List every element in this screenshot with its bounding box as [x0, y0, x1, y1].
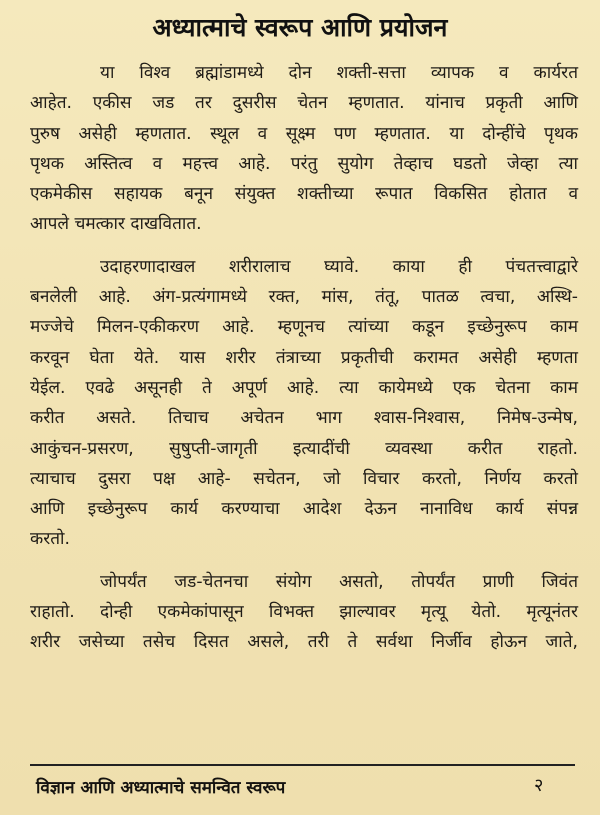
text-line: या विश्व ब्रह्मांडामध्ये दोन शक्ती-सत्ता व्यापक व कार्यरत — [100, 63, 578, 83]
footer-book-title: विज्ञान आणि अध्यात्माचे समन्वित स्वरूप — [36, 778, 286, 798]
text-line: शरीर जसेच्या तसेच दिसत असले, तरी ते सर्वथा निर्जीव होऊन जाते, — [30, 632, 578, 653]
text-line: आहेत. एकीस जड तर दुसरीस चेतन म्हणतात. यांनाच प्रकृती आणि — [30, 93, 578, 114]
footer-rule — [30, 764, 575, 766]
text-line: उदाहरणादाखल शरीरालाच घ्यावे. काया ही पंचतत्त्वाद्वारे — [100, 256, 578, 277]
text-line: करवून घेता येते. यास शरीर तंत्राच्या प्रकृतीची करामत असेही म्हणता — [30, 347, 578, 368]
text-line: एकमेकीस सहायक बनून संयुक्त शक्तीच्या रूपात विकसित होतात व — [30, 184, 578, 205]
text-line: आकुंचन-प्रसरण, सुषुप्ती-जागृती इत्यादींची व्यवस्था करीत राहतो. — [30, 438, 578, 459]
paragraph-3 — [30, 567, 578, 658]
text-line: करतो. — [30, 529, 70, 550]
text-line: बनलेली आहे. अंग-प्रत्यंगामध्ये रक्त, मांस, तंतू, पातळ त्वचा, अस्थि- — [30, 287, 578, 308]
paragraph-1 — [30, 58, 578, 240]
text-line: करीत असते. तिचाच अचेतन भाग श्वास-निश्वास, निमेष-उन्मेष, — [30, 408, 578, 429]
body-text — [30, 58, 578, 658]
page-number: २ — [534, 775, 544, 796]
text-line: पुरुष असेही म्हणतात. स्थूल व सूक्ष्म पण म्हणतात. या दोन्हींचे पृथक — [30, 123, 578, 144]
text-line: येईल. एवढे असूनही ते अपूर्ण आहे. त्या कायेमध्ये एक चेतना काम — [30, 377, 578, 398]
text-line: आपले चमत्कार दाखवितात. — [30, 214, 202, 235]
text-line: राहातो. दोन्ही एकमेकांपासून विभक्त झाल्यावर मृत्यू येतो. मृत्यूनंतर — [30, 602, 578, 623]
text-line: पृथक अस्तित्व व महत्त्व आहे. परंतु सुयोग तेव्हाच घडतो जेव्हा त्या — [30, 153, 578, 174]
text-line: मज्जेचे मिलन-एकीकरण आहे. म्हणूनच त्यांच्या कडून इच्छेनुरूप काम — [30, 317, 578, 338]
text-line: आणि इच्छेनुरूप कार्य करण्याचा आदेश देऊन नानाविध कार्य संपन्न — [30, 499, 578, 520]
text-line: जोपर्यंत जड-चेतनचा संयोग असतो, तोपर्यंत प्राणी जिवंत — [100, 571, 578, 592]
page-heading: अध्यात्माचे स्वरूप आणि प्रयोजन — [152, 13, 448, 42]
paragraph-2 — [30, 252, 578, 555]
text-line: त्याचाच दुसरा पक्ष आहे- सचेतन, जो विचार करतो, निर्णय करतो — [30, 468, 578, 489]
